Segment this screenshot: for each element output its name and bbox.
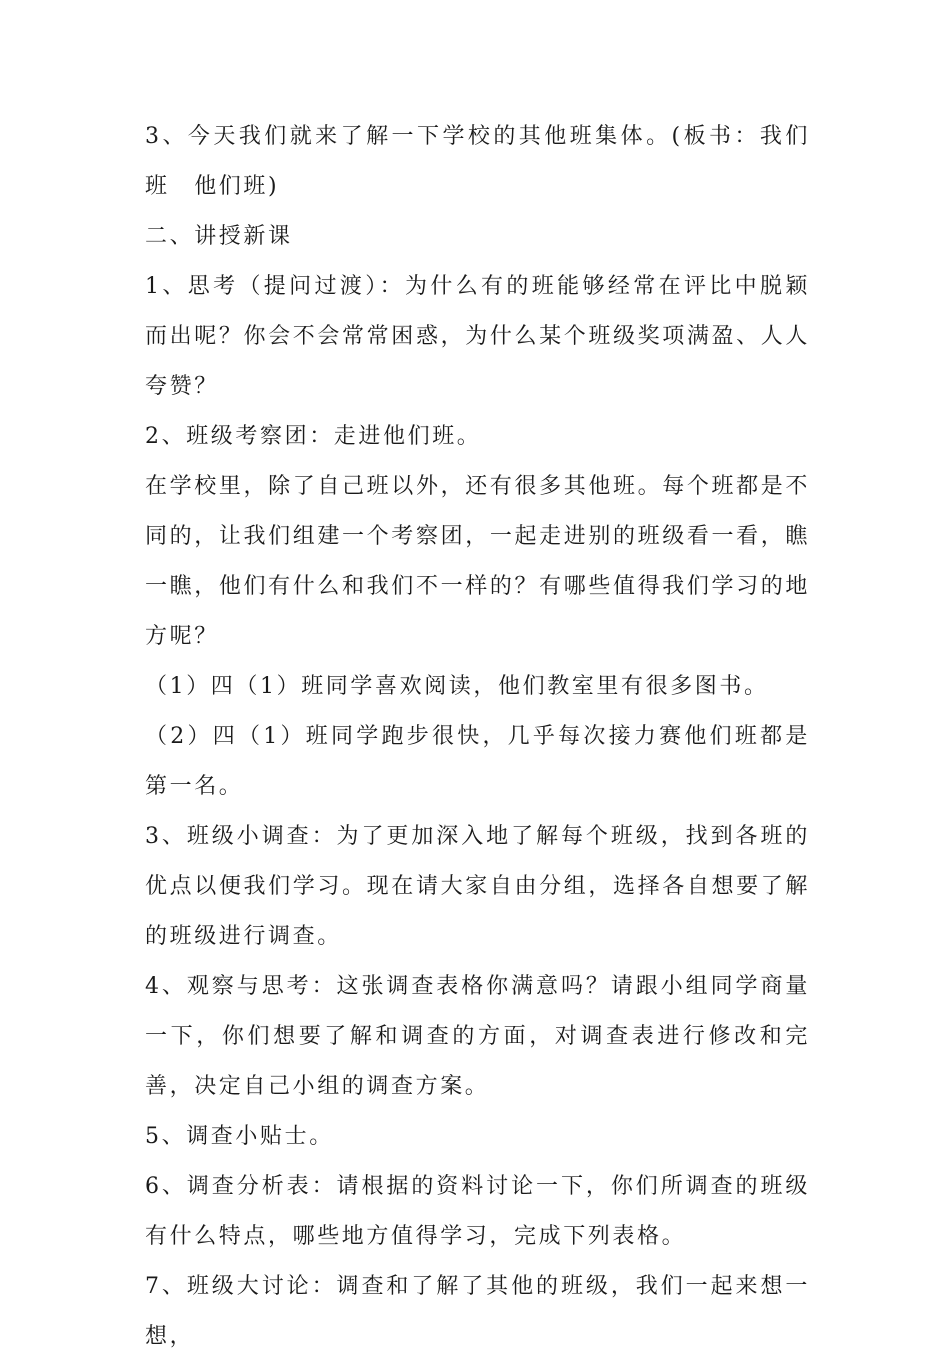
- paragraph-step-2-inspection: 2、班级考察团：走进他们班。: [145, 424, 482, 449]
- paragraph-step-3-survey: 3、班级小调查：为了更加深入地了解每个班级，找到各班的优点以便我们学习。现在请大家自由分组，选择各自想要了解的班级进行调查。: [145, 824, 810, 949]
- section-heading-new-lesson: 二、讲授新课: [145, 224, 293, 249]
- paragraph-example-2: （2）四（1）班同学跑步很快，几乎每次接力赛他们班都是第一名。: [145, 724, 810, 799]
- document-body: [145, 112, 810, 1362]
- paragraph-step-7-discussion: 7、班级大讨论：调查和了解了其他的班级，我们一起来想一想，: [145, 1274, 810, 1349]
- paragraph-example-1: （1）四（1）班同学喜欢阅读，他们教室里有很多图书。: [145, 674, 769, 699]
- paragraph-step-5-tips: 5、调查小贴士。: [145, 1124, 334, 1149]
- paragraph-step-6-analysis: 6、调查分析表：请根据的资料讨论一下，你们所调查的班级有什么特点，哪些地方值得学习，完成下列表格。: [145, 1174, 810, 1249]
- paragraph-intro-step-3: 3、今天我们就来了解一下学校的其他班集体。(板书：我们班 他们班): [145, 124, 810, 199]
- paragraph-step-4-observe: 4、观察与思考：这张调查表格你满意吗？请跟小组同学商量一下，你们想要了解和调查的方面，对调查表进行修改和完善，决定自己小组的调查方案。: [145, 974, 810, 1099]
- paragraph-inspection-description: 在学校里，除了自己班以外，还有很多其他班。每个班都是不同的，让我们组建一个考察团，一起走进别的班级看一看，瞧一瞧，他们有什么和我们不一样的？有哪些值得我们学习的地方呢？: [145, 474, 810, 649]
- paragraph-step-1-thinking: 1、思考（提问过渡）：为什么有的班能够经常在评比中脱颖而出呢？你会不会常常困惑，为什么某个班级奖项满盈、人人夸赞？: [145, 274, 810, 399]
